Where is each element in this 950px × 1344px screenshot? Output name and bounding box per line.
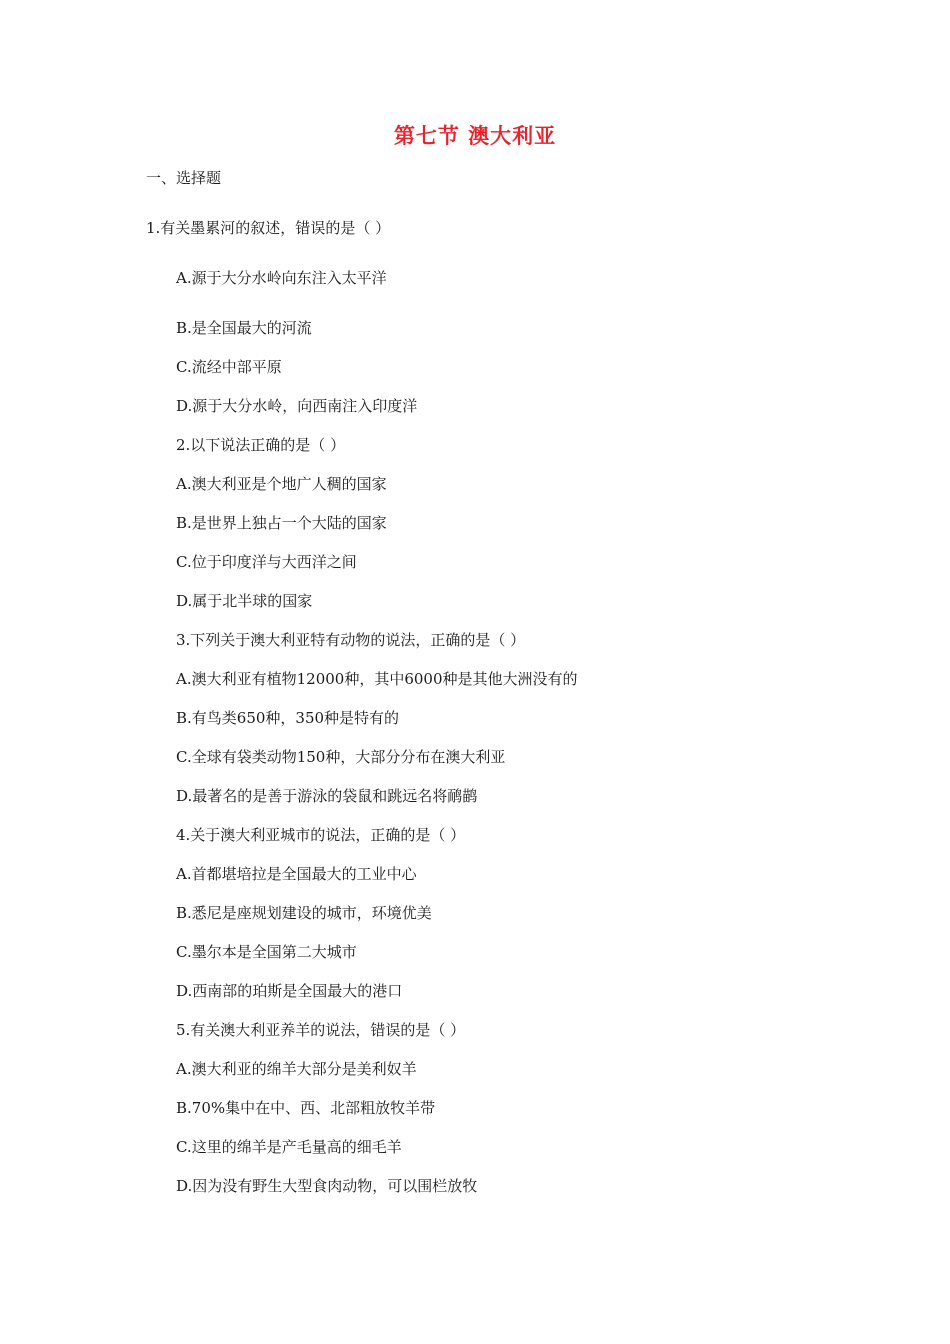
question-4-stem: 4.关于澳大利亚城市的说法，正确的是（ ）	[176, 826, 466, 844]
question-4-option-b: B.悉尼是座规划建设的城市，环境优美	[176, 904, 432, 922]
question-2-option-c: C.位于印度洋与大西洋之间	[176, 553, 357, 571]
question-5-option-b: B.70%集中在中、西、北部粗放牧羊带	[176, 1099, 436, 1117]
section-heading: 一、选择题	[146, 169, 222, 187]
page-title: 第七节 澳大利亚	[393, 123, 557, 148]
question-1-stem: 1.有关墨累河的叙述，错误的是（ ）	[146, 219, 391, 237]
question-3-option-b: B.有鸟类650种，350种是特有的	[176, 709, 400, 727]
question-2-stem: 2.以下说法正确的是（ ）	[176, 436, 346, 454]
question-4-option-d: D.西南部的珀斯是全国最大的港口	[176, 982, 403, 1000]
question-3-option-c: C.全球有袋类动物150种，大部分分布在澳大利亚	[176, 748, 506, 766]
question-3-option-a: A.澳大利亚有植物12000种，其中6000种是其他大洲没有的	[176, 670, 578, 688]
question-4-option-c: C.墨尔本是全国第二大城市	[176, 943, 357, 961]
question-1-option-c: C.流经中部平原	[176, 358, 282, 376]
question-5-option-a: A.澳大利亚的绵羊大部分是美利奴羊	[176, 1060, 417, 1078]
question-1-option-a: A.源于大分水岭向东注入太平洋	[176, 269, 387, 287]
question-2-option-a: A.澳大利亚是个地广人稠的国家	[176, 475, 387, 493]
question-2-option-d: D.属于北半球的国家	[176, 592, 313, 610]
question-4-option-a: A.首都堪培拉是全国最大的工业中心	[176, 865, 417, 883]
question-1-option-d: D.源于大分水岭，向西南注入印度洋	[176, 397, 418, 415]
question-5-option-c: C.这里的绵羊是产毛量高的细毛羊	[176, 1138, 402, 1156]
question-3-option-d: D.最著名的是善于游泳的袋鼠和跳远名将鸸鹋	[176, 787, 478, 805]
question-1-option-b: B.是全国最大的河流	[176, 319, 312, 337]
question-5-stem: 5.有关澳大利亚养羊的说法，错误的是（ ）	[176, 1021, 466, 1039]
question-5-option-d: D.因为没有野生大型食肉动物，可以围栏放牧	[176, 1177, 478, 1195]
question-2-option-b: B.是世界上独占一个大陆的国家	[176, 514, 387, 532]
question-3-stem: 3.下列关于澳大利亚特有动物的说法，正确的是（ ）	[176, 631, 526, 649]
